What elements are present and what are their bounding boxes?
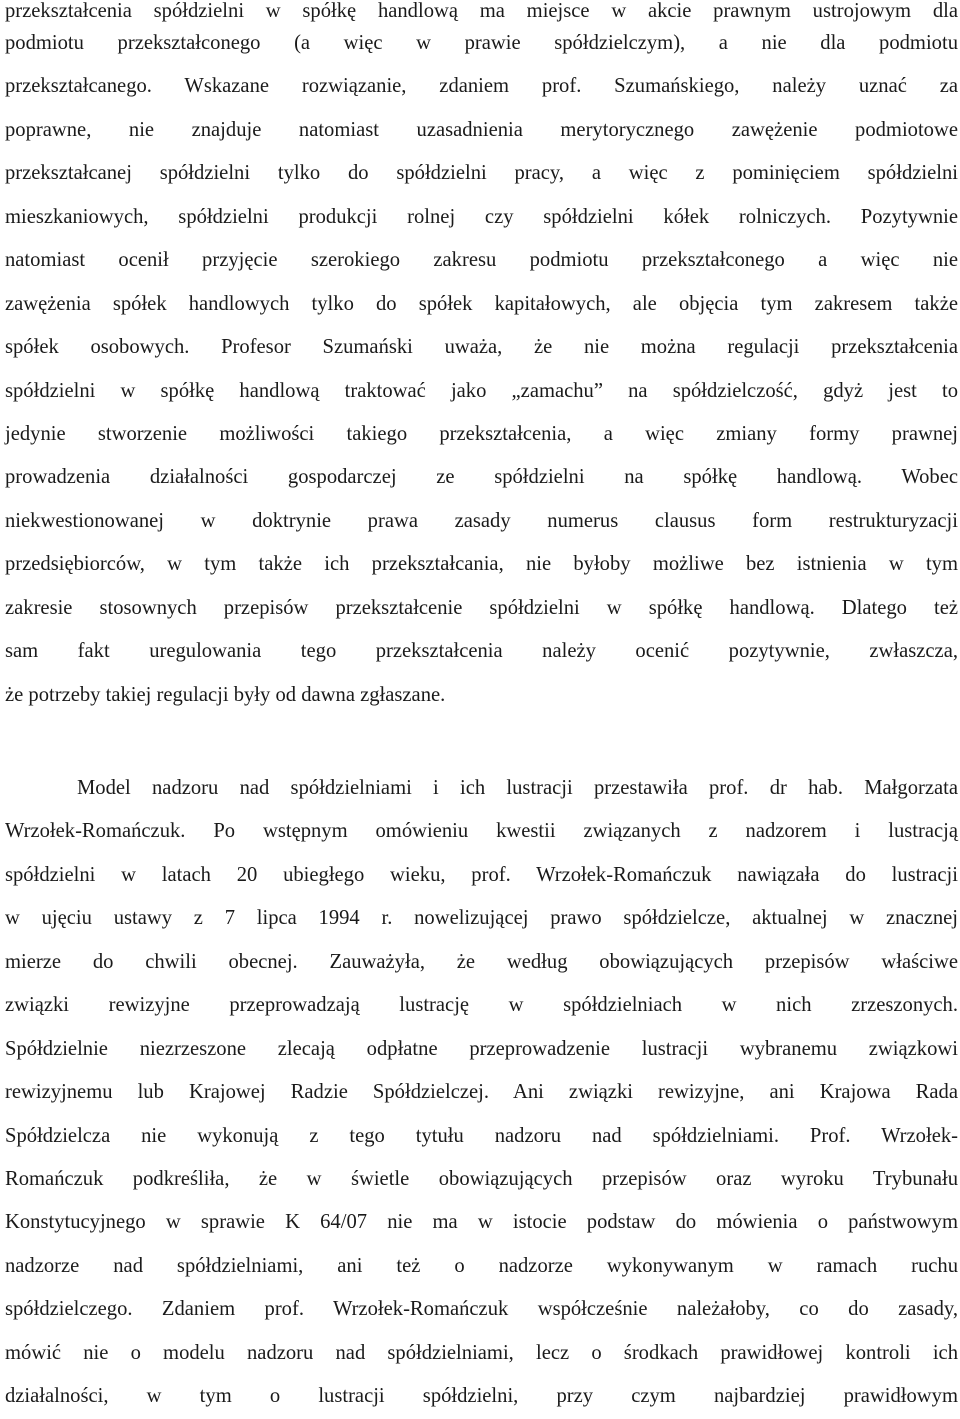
text-line: rewizyjnemu lub Krajowej Radzie Spółdzielczej. Ani związki rewizyjne, ani Krajowa Rada — [5, 1081, 958, 1104]
text-line: spółdzielni w spółkę handlową traktować jako „zamachu” na spółdzielczość, gdyż jest to — [5, 379, 958, 402]
text-line: podmiotu przekształconego (a więc w prawie spółdzielczym), a nie dla podmiotu — [5, 32, 958, 54]
text-line: przekształcanej spółdzielni tylko do spółdzielni pracy, a więc z pominięciem spółdzielni — [5, 162, 958, 185]
text-line: Spółdzielnie niezrzeszone zlecają odpłatne przeprowadzenie lustracji wybranemu związkowi — [5, 1037, 958, 1060]
text-line: mówić nie o modelu nadzoru nad spółdzielniami, lecz o środkach prawidłowej kontroli ich — [5, 1341, 958, 1364]
text-line: prowadzenia działalności gospodarczej ze spółdzielni na spółkę handlową. Wobec — [5, 466, 958, 489]
text-line: nadzorze nad spółdzielniami, ani też o nadzorze wykonywanym w ramach ruchu — [5, 1254, 958, 1277]
text-line: jedynie stworzenie możliwości takiego przekształcenia, a więc zmiany formy prawnej — [5, 422, 958, 445]
text-line: działalności, w tym o lustracji spółdzielni, przy czym najbardziej prawidłowym — [5, 1385, 958, 1408]
text-line: przedsiębiorców, w tym także ich przekształcania, nie byłoby możliwe bez istnienia w tym — [5, 553, 958, 576]
text-line: że potrzeby takiej regulacji były od dawna zgłaszane. — [5, 683, 446, 706]
text-line: przekształcenia spółdzielni w spółkę handlową ma miejsce w akcie prawnym ustrojowym dla — [5, 0, 958, 22]
text-line: zakresie stosownych przepisów przekształcenie spółdzielni w spółkę handlową. Dlatego też — [5, 596, 958, 619]
text-line: przekształcanego. Wskazane rozwiązanie, zdaniem prof. Szumańskiego, należy uznać za — [5, 75, 958, 98]
text-line: natomiast ocenił przyjęcie szerokiego zakresu podmiotu przekształconego a więc nie — [5, 249, 958, 272]
text-line: spółdzielni w latach 20 ubiegłego wieku, prof. Wrzołek-Romańczuk nawiązała do lustracji — [5, 863, 958, 886]
text-line: w ujęciu ustawy z 7 lipca 1994 r. nowelizującej prawo spółdzielcze, aktualnej w znacznej — [5, 907, 958, 930]
text-line: zawężenia spółek handlowych tylko do spółek kapitałowych, ale objęcia tym zakresem także — [5, 292, 958, 315]
text-line: związki rewizyjne przeprowadzają lustrację w spółdzielniach w nich zrzeszonych. — [5, 994, 958, 1017]
text-line: Wrzołek-Romańczuk. Po wstępnym omówieniu kwestii związanych z nadzorem i lustracją — [5, 820, 958, 843]
text-line: Model nadzoru nad spółdzielniami i ich lustracji przestawiła prof. dr hab. Małgorzata — [77, 777, 958, 799]
text-line: poprawne, nie znajduje natomiast uzasadnienia merytorycznego zawężenie podmiotowe — [5, 118, 958, 141]
text-line: spółek osobowych. Profesor Szumański uważa, że nie można regulacji przekształcenia — [5, 336, 958, 359]
paragraph-wrzolek-romanczuk — [5, 767, 958, 1419]
text-line: Konstytucyjnego w sprawie K 64/07 nie ma w istocie podstaw do mówienia o państwowym — [5, 1211, 958, 1234]
text-line: Spółdzielcza nie wykonują z tego tytułu nadzoru nad spółdzielniami. Prof. Wrzołek- — [5, 1124, 958, 1147]
text-line: Romańczuk podkreśliła, że w świetle obowiązujących przepisów oraz wyroku Trybunału — [5, 1167, 958, 1190]
paragraph-szumanski — [5, 0, 958, 717]
text-line: mieszkaniowych, spółdzielni produkcji rolnej czy spółdzielni kółek rolniczych. Pozytywnie — [5, 205, 958, 228]
text-line: spółdzielczego. Zdaniem prof. Wrzołek-Romańczuk współcześnie należałoby, co do zasady, — [5, 1298, 958, 1321]
text-line: sam fakt uregulowania tego przekształcenia należy ocenić pozytywnie, zwłaszcza, — [5, 640, 958, 663]
text-line: mierze do chwili obecnej. Zauważyła, że według obowiązujących przepisów właściwe — [5, 950, 958, 973]
text-line: niekwestionowanej w doktrynie prawa zasady numerus clausus form restrukturyzacji — [5, 509, 958, 532]
